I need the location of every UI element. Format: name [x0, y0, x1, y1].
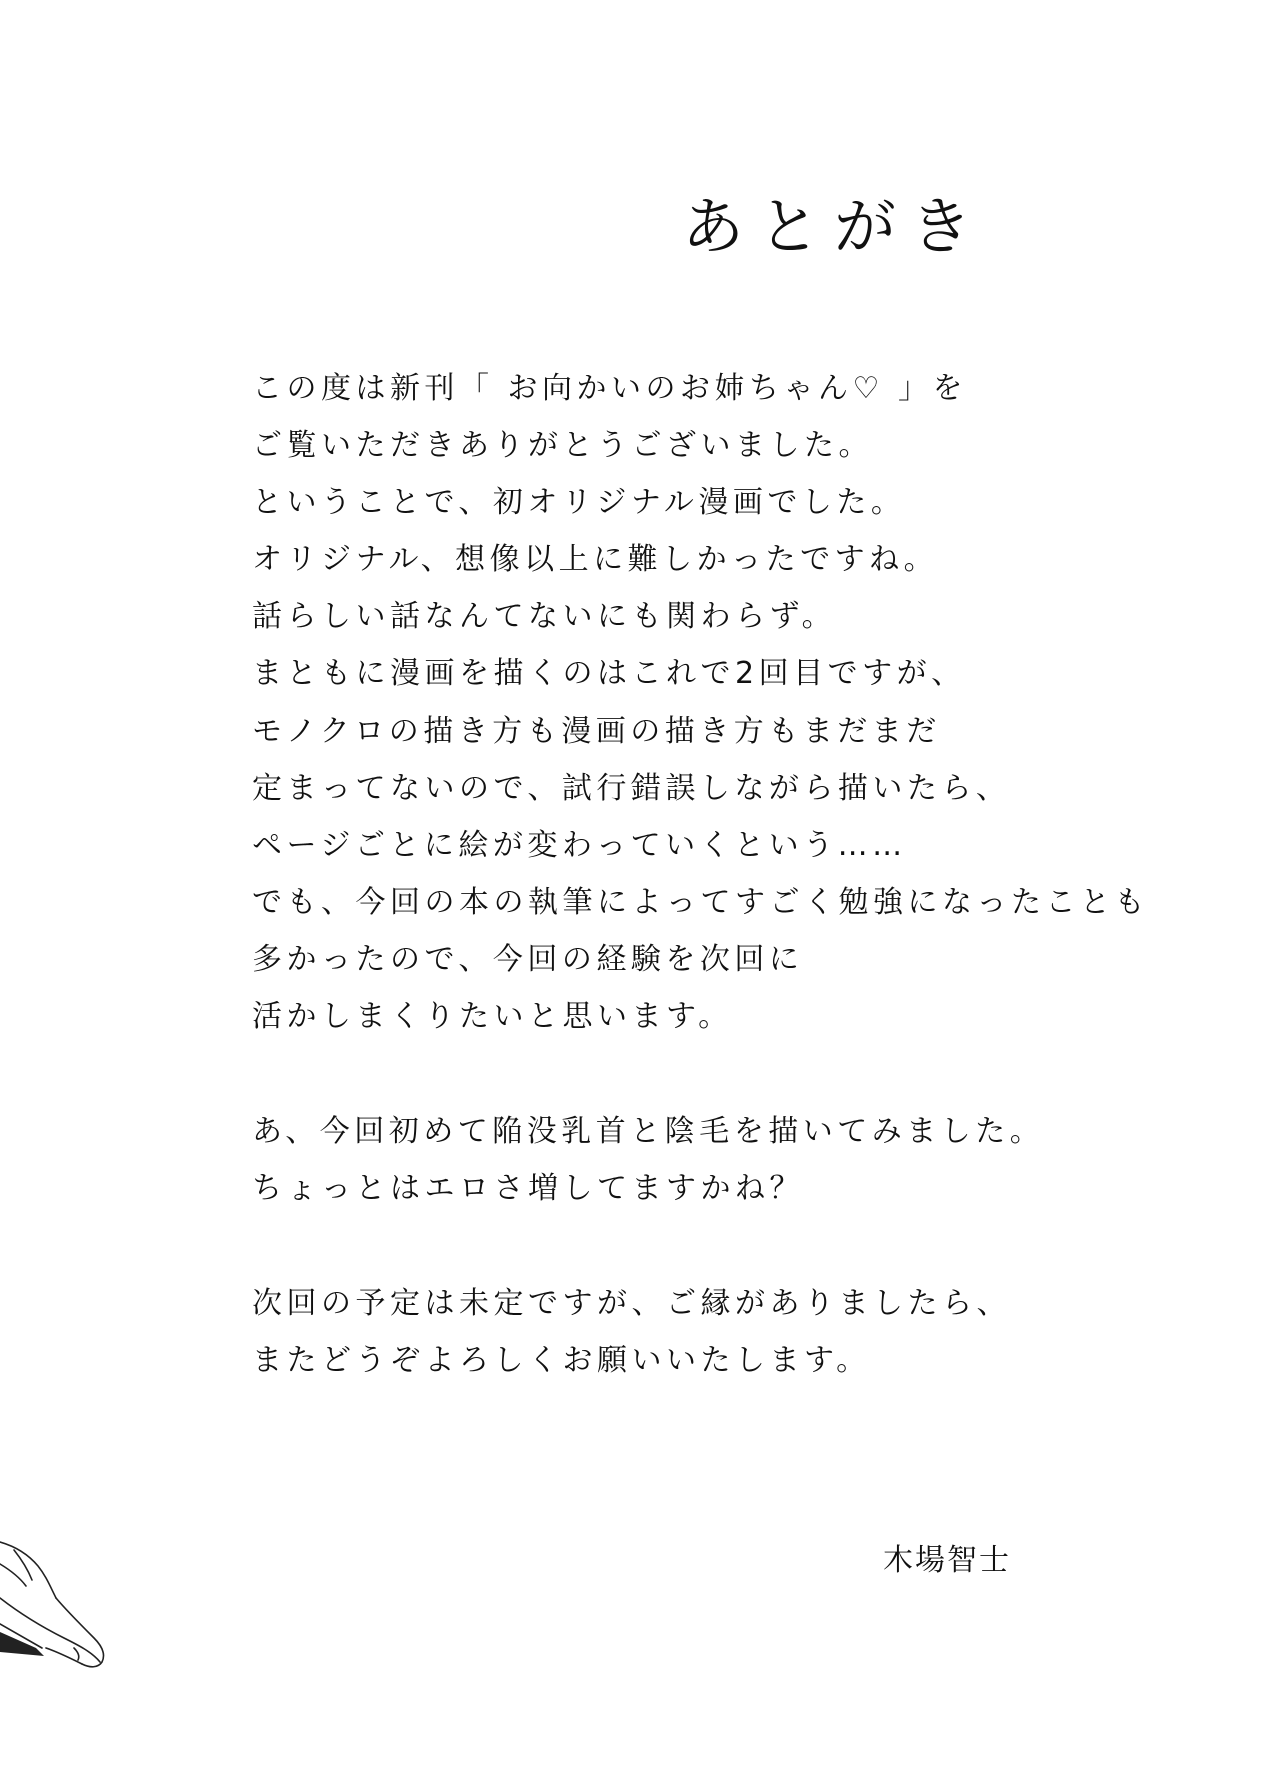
text-line: 活かしまくりたいと思います。 — [252, 999, 733, 1035]
text-line: ということで、初オリジナル漫画でした。 — [252, 485, 906, 521]
page-title: あとがき — [682, 190, 987, 263]
paragraph-1 — [252, 360, 1212, 1045]
text-line: 次回の予定は未定ですが、ご縁がありましたら、 — [252, 1286, 1011, 1322]
hand-illustration-icon — [0, 1520, 110, 1680]
afterword-body — [252, 360, 1212, 1390]
text-line: モノクロの描き方も漫画の描き方もまだまだ — [252, 713, 941, 749]
text-line: この度は新刊「 お向かいのお姉ちゃん♡ 」を — [252, 371, 967, 406]
text-line: 定まってないので、試行錯誤しながら描いたら、 — [252, 770, 1011, 806]
paragraph-2 — [252, 1103, 1212, 1217]
author-signature: 木場智士 — [883, 1543, 1011, 1578]
text-line: 話らしい話なんてないにも関わらず。 — [252, 599, 837, 635]
text-line: オリジナル、想像以上に難しかったですね。 — [252, 542, 939, 578]
text-line: あ、今回初めて陥没乳首と陰毛を描いてみました。 — [252, 1114, 1045, 1150]
text-line: でも、今回の本の執筆によってすごく勉強になったことも — [252, 884, 1149, 920]
text-line: ご覧いただきありがとうございました。 — [252, 428, 873, 464]
text-line: まともに漫画を描くのはこれで2回目ですが、 — [252, 656, 966, 692]
text-line: ちょっとはエロさ増してますかね？ — [252, 1171, 804, 1207]
paragraph-3 — [252, 1275, 1212, 1389]
text-line: 多かったので、今回の経験を次回に — [252, 941, 804, 977]
text-line: またどうぞよろしくお願いいたします。 — [252, 1343, 871, 1379]
text-line: ページごとに絵が変わっていくという…… — [252, 827, 907, 863]
